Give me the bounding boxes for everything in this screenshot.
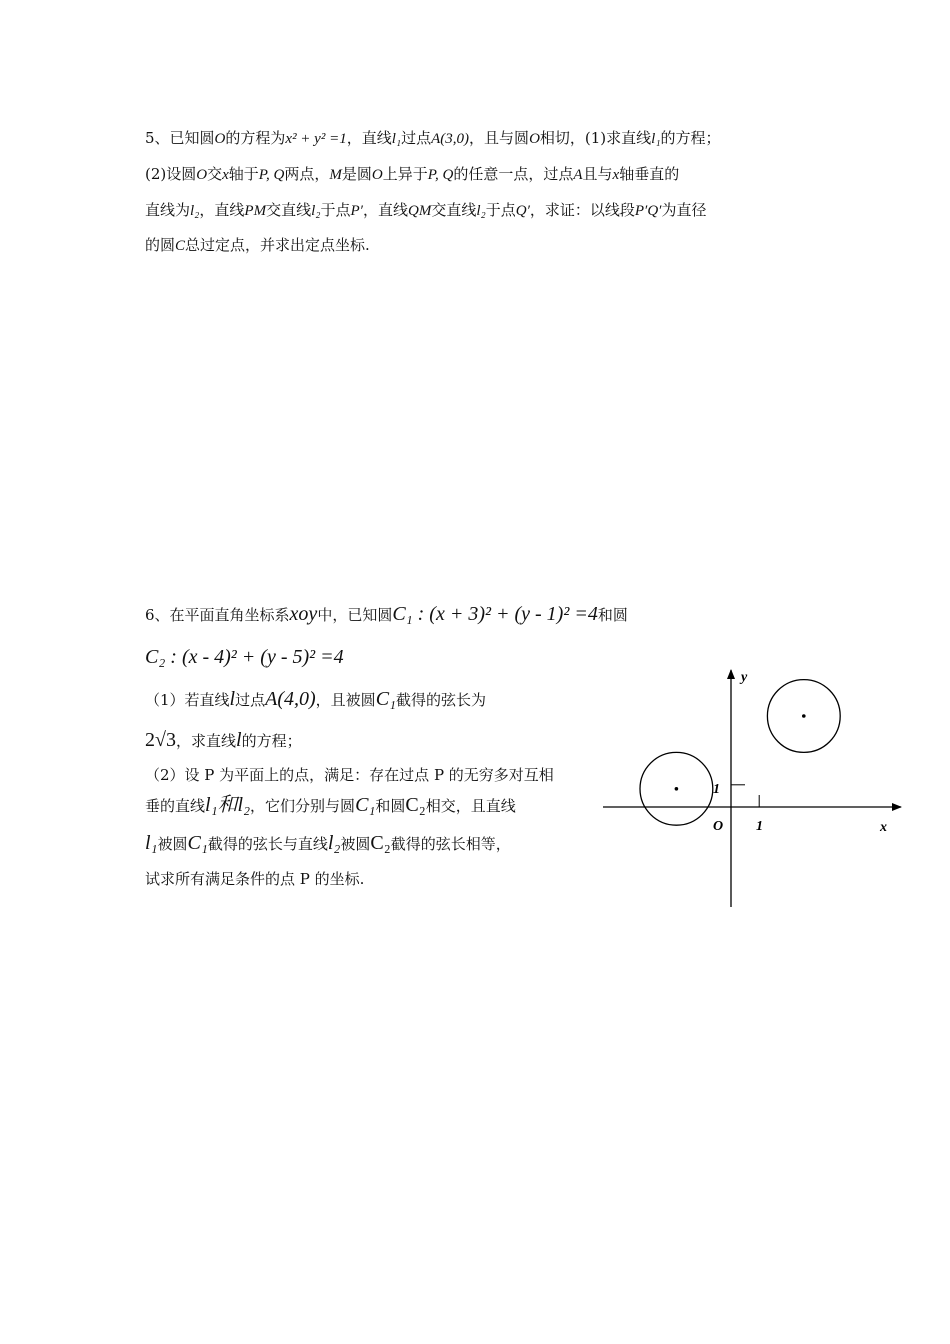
p6-line1: 6、在平面直角坐标系xoy中，已知圆C₁ : (x + 3)² + (y - 1)² =4和圆 <box>145 603 628 625</box>
p5-line4: 的圆C总过定点，并求出定点坐标. <box>145 236 370 254</box>
circle-c1-center <box>675 787 679 791</box>
p5-line1: 5、已知圆O的方程为x² + y² =1，直线l₁过点A(3,0)，且与圆O相切，(1)求直线l₁的方程； <box>145 129 721 147</box>
tick-y-label: 1 <box>713 782 720 797</box>
origin-label: O <box>713 819 724 834</box>
p6-line6: 垂的直线l₁和l₂，它们分别与圆C₁和圆C₂相交，且直线 <box>145 794 516 816</box>
p6-line2 <box>145 646 344 669</box>
p6-line8: 试求所有满足条件的点 P 的坐标. <box>145 870 365 888</box>
circle-c2-center <box>802 714 806 718</box>
p5-line2: (2)设圆O交x轴于P, Q两点，M是圆O上异于P, Q的任意一点，过点A且与x轴垂直的 <box>145 165 680 183</box>
p5-circle-equation: x² + y² =1 <box>285 131 347 147</box>
c2-equation: C₂ : (x - 4)² + (y - 5)² =4 <box>145 646 344 668</box>
coordinate-figure <box>600 664 910 914</box>
tick-x-label: 1 <box>756 819 763 834</box>
x-axis-label: x <box>880 820 887 835</box>
p6-line5: （2）设 P 为平面上的点，满足：存在过点 P 的无穷多对互相 <box>145 766 554 784</box>
p5-line3: 直线为l₂，直线PM交直线l₂于点P′，直线QM交直线l₂于点Q′，求证：以线段P′Q′为直径 <box>145 201 707 219</box>
p6-line7: l₁被圆C₁截得的弦长与直线l₂被圆C₂截得的弦长相等， <box>145 832 511 854</box>
p6-line3: （1）若直线l过点A(4,0)，且被圆C₁截得的弦长为 <box>145 688 486 710</box>
y-axis-label: y <box>741 670 748 685</box>
c1-equation: C₁ : (x + 3)² + (y - 1)² =4 <box>392 603 598 625</box>
p6-line4: 2√3，求直线l的方程； <box>145 729 302 751</box>
